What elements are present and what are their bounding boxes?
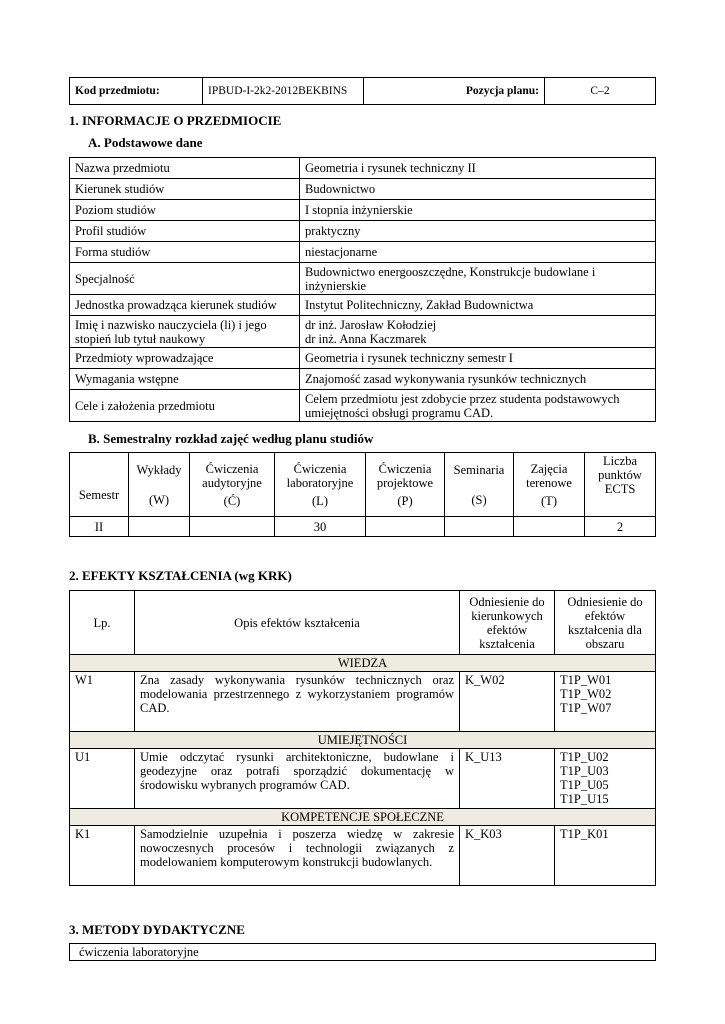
outcome-lp: U1 <box>70 749 135 809</box>
row-value: I stopnia inżynierskie <box>300 200 656 221</box>
plan-position-label: Pozycja planu: <box>364 78 545 105</box>
outcome-ref-area: T1P_W01 T1P_W02 T1P_W07 <box>555 672 656 732</box>
table-row <box>70 200 656 221</box>
subsection-b-title: B. Semestralny rozkład zajęć według planu studiów <box>88 431 374 446</box>
ref-area-header: Odniesienie do efektów kształcenia dla obszaru <box>555 591 656 655</box>
row-value <box>300 316 656 348</box>
learning-outcomes-table <box>69 590 656 886</box>
table-row <box>70 749 656 809</box>
ref-direction-header: Odniesienie do kierunkowych efektów kształcenia <box>460 591 555 655</box>
semester-value: II <box>70 517 129 537</box>
lp-header: Lp. <box>70 591 135 655</box>
schedule-table <box>69 452 656 537</box>
ects-value: 2 <box>585 517 656 537</box>
outcome-lp: W1 <box>70 672 135 732</box>
row-value: Budownictwo energooszczędne, Konstrukcje budowlane i inżynierskie <box>300 263 656 295</box>
section3-title: 3. METODY DYDAKTYCZNE <box>69 922 245 937</box>
description-header: Opis efektów kształcenia <box>135 591 460 655</box>
section2-title: 2. EFEKTY KSZTAŁCENIA (wg KRK) <box>69 568 292 583</box>
teacher-name: dr inż. Anna Kaczmarek <box>305 331 427 346</box>
table-row <box>70 263 656 295</box>
table-row <box>70 348 656 369</box>
outcome-ref-direction: K_U13 <box>460 749 555 809</box>
group-header-social-competences: KOMPETENCJE SPOŁECZNE <box>70 809 656 826</box>
teaching-methods-value: ćwiczenia laboratoryjne <box>70 944 656 961</box>
row-value: Instytut Politechniczny, Zakład Budownictwa <box>300 295 656 316</box>
group-header-knowledge: WIEDZA <box>70 655 656 672</box>
table-row <box>70 179 656 200</box>
row-label: Poziom studiów <box>70 200 300 221</box>
laboratory-value: 30 <box>275 517 366 537</box>
row-value: Geometria i rysunek techniczny semestr I <box>300 348 656 369</box>
outcome-description: Umie odczytać rysunki architektoniczne, budowlane i geodezyjne oraz potrafi sporządzić dokumentację w środowisku wybranych programów CAD. <box>135 749 460 809</box>
row-value: praktyczny <box>300 221 656 242</box>
row-value: Geometria i rysunek techniczny II <box>300 158 656 179</box>
row-value: niestacjonarne <box>300 242 656 263</box>
col-header-lectures: Wykłady (W) <box>129 453 190 517</box>
col-header-seminars: Seminaria (S) <box>445 453 514 517</box>
lectures-value <box>129 517 190 537</box>
outcome-ref-area: T1P_K01 <box>555 826 656 886</box>
outcome-lp: K1 <box>70 826 135 886</box>
table-row <box>70 390 656 422</box>
row-label: Nazwa przedmiotu <box>70 158 300 179</box>
course-code-label: Kod przedmiotu: <box>70 78 203 105</box>
course-code-table <box>69 77 656 105</box>
row-value: Celem przedmiotu jest zdobycie przez studenta podstawowych umiejętności obsługi programu CAD. <box>300 390 656 422</box>
table-row <box>70 316 656 348</box>
table-row <box>70 369 656 390</box>
teaching-methods-table <box>69 943 656 961</box>
table-row <box>70 517 656 537</box>
row-label: Cele i założenia przedmiotu <box>70 390 300 422</box>
table-row <box>70 826 656 886</box>
col-header-auditory: Ćwiczenia audytoryjne (Ć) <box>190 453 275 517</box>
group-header-skills: UMIEJĘTNOŚCI <box>70 732 656 749</box>
row-value: Budownictwo <box>300 179 656 200</box>
col-header-project: Ćwiczenia projektowe (P) <box>366 453 445 517</box>
table-row <box>70 158 656 179</box>
project-value <box>366 517 445 537</box>
outcome-ref-direction: K_W02 <box>460 672 555 732</box>
auditory-value <box>190 517 275 537</box>
table-row <box>70 242 656 263</box>
subsection-a-title: A. Podstawowe dane <box>88 135 203 150</box>
row-label: Forma studiów <box>70 242 300 263</box>
basic-data-table <box>69 157 656 422</box>
table-row <box>70 295 656 316</box>
field-value <box>514 517 585 537</box>
outcome-ref-direction: K_K03 <box>460 826 555 886</box>
course-code-value: IPBUD-I-2k2-2012BEKBINS <box>203 78 364 105</box>
table-row <box>70 672 656 732</box>
col-header-ects: Liczba punktów ECTS <box>585 453 656 517</box>
col-header-field: Zajęcia terenowe (T) <box>514 453 585 517</box>
table-row <box>70 221 656 242</box>
col-header-laboratory: Ćwiczenia laboratoryjne (L) <box>275 453 366 517</box>
row-label: Specjalność <box>70 263 300 295</box>
plan-position-value: C–2 <box>545 78 656 105</box>
row-label: Wymagania wstępne <box>70 369 300 390</box>
semester-header: Semestr <box>70 453 129 517</box>
seminars-value <box>445 517 514 537</box>
row-label: Profil studiów <box>70 221 300 242</box>
outcome-description: Samodzielnie uzupełnia i poszerza wiedzę w zakresie nowoczesnych procesów i technologii związanych z modelowaniem komputerowym konstrukcji budowlanych. <box>135 826 460 886</box>
row-label: Przedmioty wprowadzające <box>70 348 300 369</box>
outcome-description: Zna zasady wykonywania rysunków technicznych oraz modelowania przestrzennego z wykorzystaniem programów CAD. <box>135 672 460 732</box>
row-label: Jednostka prowadząca kierunek studiów <box>70 295 300 316</box>
row-value: Znajomość zasad wykonywania rysunków technicznych <box>300 369 656 390</box>
row-label: Imię i nazwisko nauczyciela (li) i jego stopień lub tytuł naukowy <box>70 316 300 348</box>
teacher-name: dr inż. Jarosław Kołodziej <box>305 317 437 332</box>
section1-title: 1. INFORMACJE O PRZEDMIOCIE <box>69 113 282 128</box>
outcome-ref-area: T1P_U02 T1P_U03 T1P_U05 T1P_U15 <box>555 749 656 809</box>
row-label: Kierunek studiów <box>70 179 300 200</box>
